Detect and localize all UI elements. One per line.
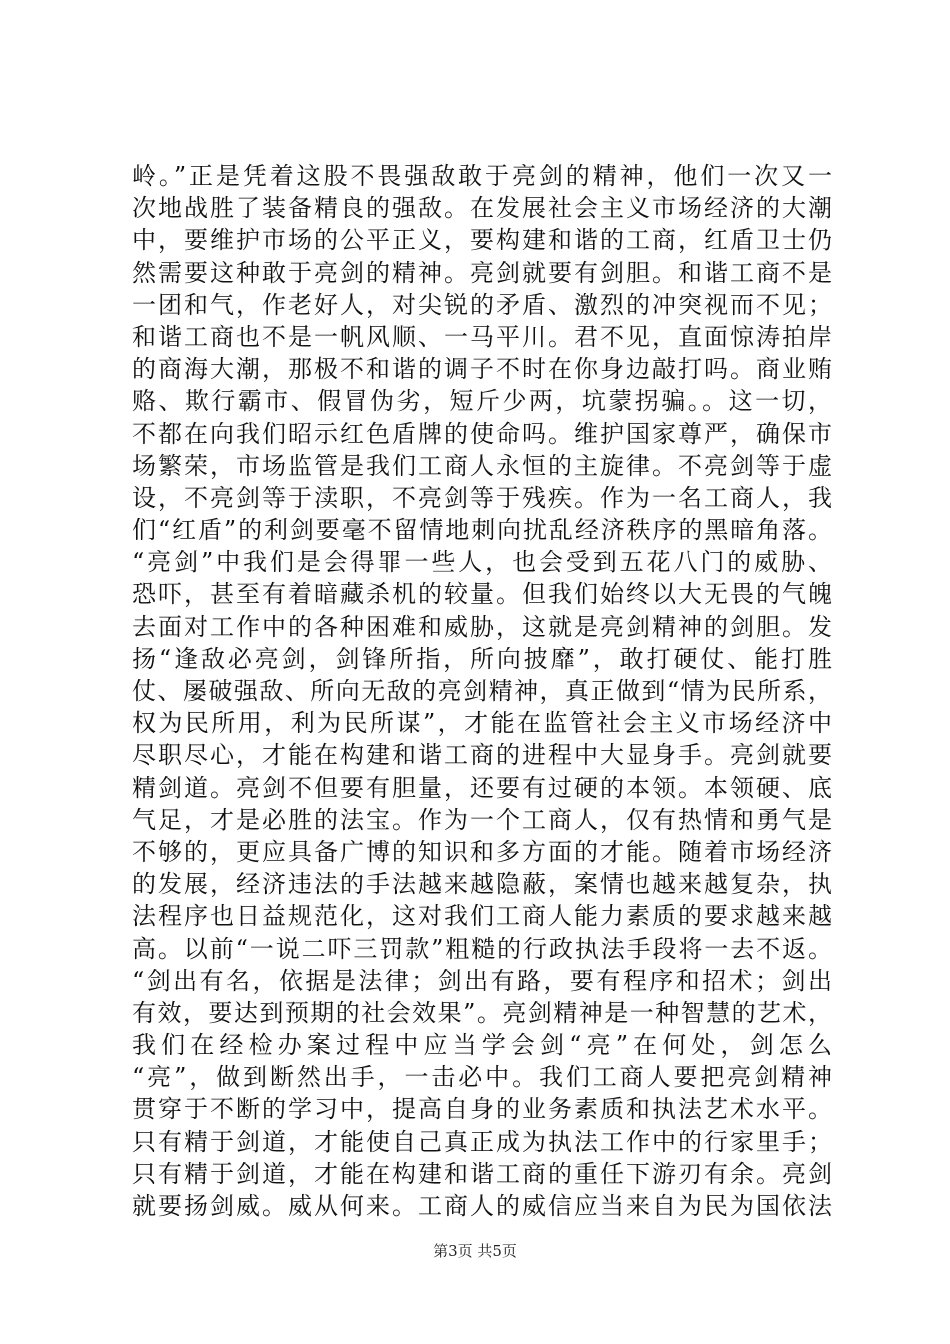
text-line: 然需要这种敢于亮剑的精神。亮剑就要有剑胆。和谐工商不是 <box>132 258 832 287</box>
text-line: 不够的，更应具备广博的知识和多方面的才能。随着市场经济 <box>132 837 832 866</box>
text-line: 的商海大潮，那极不和谐的调子不时在你身边敲打吗。商业贿 <box>132 355 832 384</box>
text-line: 次地战胜了装备精良的强敌。在发展社会主义市场经济的大潮 <box>132 194 832 223</box>
text-line: “剑出有名，依据是法律；剑出有路，要有程序和招术；剑出 <box>132 966 832 995</box>
text-line: 赂、欺行霸市、假冒伪劣，短斤少两，坑蒙拐骗。。这一切， <box>132 387 832 416</box>
text-line: “亮”，做到断然出手，一击必中。我们工商人要把亮剑精神 <box>132 1063 832 1092</box>
text-line: 仗、屡破强敌、所向无敌的亮剑精神，真正做到“情为民所系， <box>132 677 832 705</box>
text-line: 贯穿于不断的学习中，提高自身的业务素质和执法艺术水平。 <box>132 1095 832 1124</box>
text-line: 的发展，经济违法的手法越来越隐蔽，案情也越来越复杂，执 <box>132 870 832 899</box>
page-number-footer: 第3页 共5页 <box>433 1242 517 1260</box>
text-line: 有效，要达到预期的社会效果”。亮剑精神是一种智慧的艺术， <box>132 998 832 1027</box>
text-line: 扬“逢敌必亮剑，剑锋所指，所向披靡”，敢打硬仗、能打胜 <box>132 644 832 673</box>
text-line: 中，要维护市场的公平正义，要构建和谐的工商，红盾卫士仍 <box>132 226 832 255</box>
text-line: 不都在向我们昭示红色盾牌的使命吗。维护国家尊严，确保市 <box>132 419 832 448</box>
text-line: 岭。”正是凭着这股不畏强敌敢于亮剑的精神，他们一次又一 <box>132 162 832 190</box>
text-line: 们“红盾”的利剑要毫不留情地刺向扰乱经济秩序的黑暗角落。 <box>132 516 832 545</box>
text-line: 就要扬剑威。威从何来。工商人的威信应当来自为民为国依法 <box>132 1192 832 1220</box>
text-line: 去面对工作中的各种困难和威胁，这就是亮剑精神的剑胆。发 <box>132 612 832 641</box>
text-line: 只有精于剑道，才能在构建和谐工商的重任下游刃有余。亮剑 <box>132 1159 832 1188</box>
text-line: 法程序也日益规范化，这对我们工商人能力素质的要求越来越 <box>132 902 832 931</box>
text-line: 恐吓，甚至有着暗藏杀机的较量。但我们始终以大无畏的气魄 <box>132 580 832 609</box>
text-line: 和谐工商也不是一帆风顺、一马平川。君不见，直面惊涛拍岸 <box>132 322 832 351</box>
body-text <box>132 160 832 1222</box>
text-line: 一团和气，作老好人，对尖锐的矛盾、激烈的冲突视而不见； <box>132 290 832 319</box>
text-line: 精剑道。亮剑不但要有胆量，还要有过硬的本领。本领硬、底 <box>132 773 832 802</box>
text-line: 权为民所用，利为民所谋”，才能在监管社会主义市场经济中 <box>132 709 832 738</box>
text-line: 只有精于剑道，才能使自己真正成为执法工作中的行家里手； <box>132 1127 832 1156</box>
text-line: 高。以前“一说二吓三罚款”粗糙的行政执法手段将一去不返。 <box>132 934 832 963</box>
text-line: 尽职尽心，才能在构建和谐工商的进程中大显身手。亮剑就要 <box>132 741 832 770</box>
text-line: “亮剑”中我们是会得罪一些人，也会受到五花八门的威胁、 <box>132 548 832 577</box>
text-line: 设，不亮剑等于渎职，不亮剑等于残疾。作为一名工商人，我 <box>132 483 832 512</box>
text-line: 我们在经检办案过程中应当学会剑“亮”在何处，剑怎么 <box>132 1031 832 1060</box>
text-line: 气足，才是必胜的法宝。作为一个工商人，仅有热情和勇气是 <box>132 805 832 834</box>
text-line: 场繁荣，市场监管是我们工商人永恒的主旋律。不亮剑等于虚 <box>132 451 832 480</box>
